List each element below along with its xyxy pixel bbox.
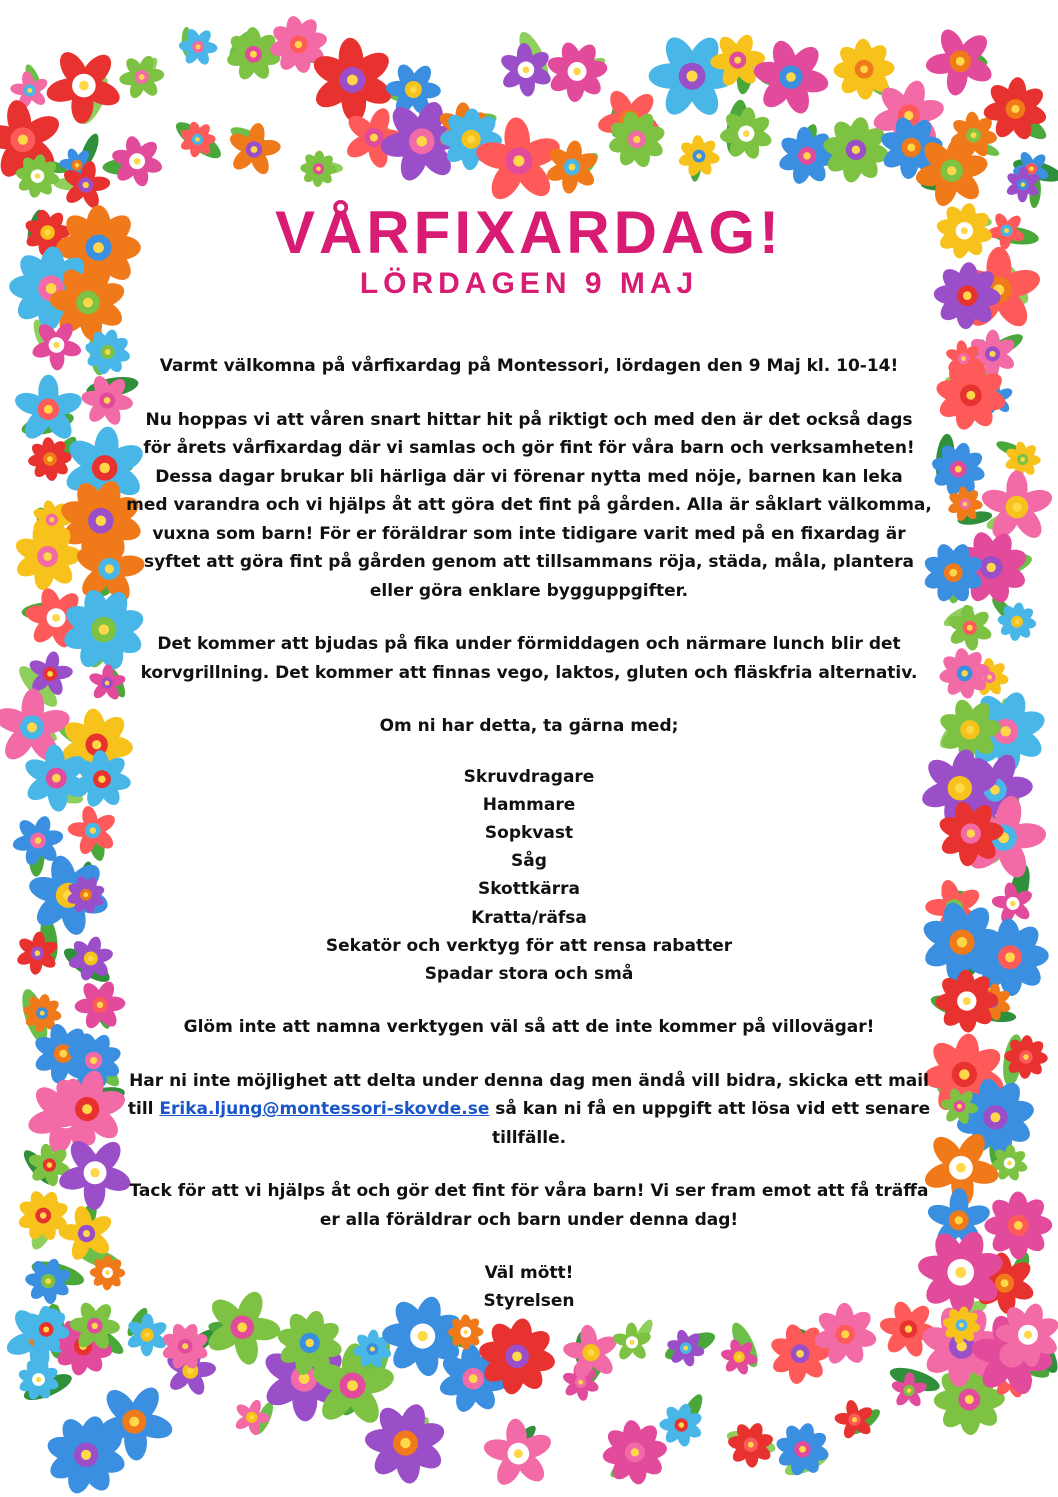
- flower-dot: [83, 182, 89, 188]
- flower-dot: [81, 1450, 91, 1460]
- flower-dot: [852, 146, 860, 154]
- flower-dot: [370, 1347, 375, 1352]
- flower-dot: [955, 1216, 963, 1224]
- flower-dot: [737, 1355, 742, 1360]
- flower-dot: [464, 1330, 468, 1334]
- flower-dot: [47, 671, 53, 677]
- flower-dot: [1001, 1279, 1009, 1287]
- flower-dot: [93, 242, 104, 253]
- flower-dot: [18, 135, 28, 145]
- flower-dot: [40, 1011, 45, 1016]
- flower-dot: [860, 65, 868, 73]
- flower-dot: [961, 356, 966, 361]
- flower-dot: [52, 614, 60, 622]
- flower-dot: [523, 66, 530, 73]
- flower-dot: [46, 283, 57, 294]
- flower-dot: [1020, 457, 1025, 462]
- body-line: vuxna som barn! För er föräldrar som inte tidigare varit med på en fixardag är: [152, 523, 906, 544]
- flower-dot: [105, 681, 110, 686]
- flower-dot: [967, 829, 975, 837]
- body-line: Nu hoppas vi att våren snart hittar hit på riktigt och med den är det också dags: [145, 409, 913, 430]
- flower-dot: [987, 675, 992, 680]
- bring-intro: Om ni har detta, ta gärna med;: [379, 716, 679, 736]
- flower-dot: [96, 515, 107, 526]
- signature-text: Styrelsen: [483, 1291, 575, 1312]
- flower-dot: [44, 405, 53, 414]
- body-paragraph: [125, 406, 933, 606]
- flower-dot: [92, 740, 101, 749]
- flower-dot: [250, 51, 257, 58]
- flower-dot: [748, 1442, 754, 1448]
- flower-dot: [90, 1168, 99, 1177]
- flower-dot: [83, 892, 88, 897]
- flower-dot: [410, 86, 417, 93]
- tool-item: Såg: [511, 851, 547, 872]
- flower-dot: [53, 342, 59, 348]
- flower-dot: [195, 137, 200, 142]
- flower-dot: [971, 132, 977, 138]
- flower-dot: [59, 1050, 67, 1058]
- flower-dot: [1004, 228, 1009, 233]
- flower-dot: [743, 130, 750, 137]
- flower-dot: [187, 1368, 194, 1375]
- flower-dot: [99, 624, 109, 634]
- flower-dot: [469, 1374, 478, 1383]
- flower-dot: [88, 956, 94, 962]
- flower-dot: [83, 298, 93, 308]
- flower-dot: [27, 88, 32, 93]
- flower-dot: [683, 1346, 688, 1351]
- flower-dot: [696, 153, 701, 158]
- flower-dot: [734, 57, 741, 64]
- flower-dot: [1005, 952, 1015, 962]
- flower-dot: [196, 44, 201, 49]
- flower-dot: [905, 1325, 912, 1332]
- contact-suffix: så kan ni få en uppgift att lösa vid ett senare: [489, 1099, 931, 1120]
- flower-dot: [144, 1332, 149, 1337]
- flower-dot: [105, 564, 114, 573]
- flower-dot: [841, 1330, 849, 1338]
- flower-dot: [957, 1104, 962, 1109]
- closing-text: Väl mött!: [484, 1263, 574, 1284]
- body-line: för årets vårfixardag där vi samlas och gör fint för våra barn och verksamheten!: [143, 438, 915, 458]
- flower-dot: [989, 351, 995, 357]
- flower-dot: [803, 152, 810, 159]
- flower-dot: [966, 726, 974, 734]
- flower-dot: [347, 1380, 358, 1391]
- flower-dot: [316, 166, 321, 171]
- flower-dot: [687, 71, 698, 82]
- flower-dot: [49, 517, 54, 522]
- flower-dot: [1012, 502, 1021, 511]
- flower-dot: [47, 1162, 52, 1167]
- contact-line-email: [125, 1095, 933, 1124]
- flower-dot: [955, 783, 965, 793]
- contact-prefix: till: [127, 1099, 160, 1120]
- flower-dot: [967, 625, 973, 631]
- thanks-line: Tack för att vi hjälps åt och gör det fint för våra barn! Vi ser fram emot att få träffa: [129, 1181, 929, 1202]
- flower-dot: [27, 722, 37, 732]
- flower-dot: [1029, 166, 1034, 171]
- contact-line: Har ni inte möjlighet att delta under denna dag men ändå vill bidra, skicka ett mail: [129, 1070, 929, 1091]
- flower-dot: [35, 173, 41, 179]
- flower-dot: [963, 997, 971, 1005]
- flower-dot: [418, 1331, 428, 1341]
- reminder-text: Glöm inte att namna verktygen väl så att de inte kommer på villovägar!: [183, 1017, 875, 1038]
- flower-dot: [45, 230, 51, 236]
- food-line: Det kommer att bjudas på fika under förmiddagen och närmare lunch blir det: [157, 634, 901, 654]
- flower-dot: [400, 1438, 410, 1448]
- flower-dot: [79, 81, 89, 91]
- flower-dot: [237, 1322, 247, 1332]
- thanks-line: er alla föräldrar och barn under denna dag!: [319, 1209, 739, 1230]
- flower-dot: [182, 1343, 188, 1349]
- flower-dot: [966, 391, 975, 400]
- flower-dot: [1014, 1221, 1023, 1230]
- thanks-paragraph: [125, 1177, 933, 1234]
- tool-list: [125, 763, 933, 989]
- flower-dot: [35, 950, 40, 955]
- flower-dot: [417, 136, 428, 147]
- flower-dot: [47, 456, 53, 462]
- flower-dot: [134, 158, 141, 165]
- flower-dot: [36, 1377, 41, 1382]
- tool-item: Sopkvast: [484, 822, 574, 843]
- flower-dot: [97, 1002, 103, 1008]
- tool-item: Skottkärra: [477, 879, 581, 900]
- flower-dot: [99, 463, 110, 474]
- flower-dot: [512, 1351, 522, 1361]
- flower-dot: [956, 1163, 966, 1173]
- flower-dot: [52, 774, 61, 783]
- flower-dot: [796, 1350, 804, 1358]
- flower-dot: [249, 1415, 254, 1420]
- flower-dot: [45, 1278, 51, 1284]
- flower-dot: [852, 1417, 857, 1422]
- flower-dot: [959, 1069, 969, 1079]
- flower-dot: [1014, 619, 1019, 624]
- flower-dot: [514, 1449, 523, 1458]
- flower-dot: [799, 1446, 806, 1453]
- flower-dot: [75, 163, 79, 167]
- flower-dot: [959, 1323, 964, 1328]
- flower-dot: [1021, 182, 1026, 187]
- flower-dot: [569, 164, 576, 171]
- body-line: Dessa dagar brukar bli härliga där vi förenar nytta med nöje, barnen kan leka: [155, 466, 903, 487]
- flower-dot: [961, 670, 967, 676]
- tool-item: Skruvdragare: [463, 766, 595, 787]
- food-paragraph: [125, 630, 933, 687]
- food-line: korvgrillning. Det kommer att finnas vego, laktos, gluten och fläskfria alternativ.: [140, 662, 918, 683]
- flower-dot: [578, 1380, 583, 1385]
- flower-dot: [513, 155, 524, 166]
- flower-dot: [105, 1270, 109, 1274]
- flower-dot: [40, 1212, 47, 1219]
- flower-dot: [92, 1323, 98, 1329]
- flower-dot: [631, 1448, 639, 1456]
- flower-dot: [295, 41, 302, 48]
- flyer-content: [125, 190, 933, 1315]
- body-line: eller göra enklare bygguppgifter.: [369, 580, 689, 601]
- flower-dot: [43, 1326, 49, 1332]
- tool-item: Spadar stora och små: [424, 963, 634, 984]
- intro-text: Varmt välkomna på vårfixardag på Montessori, lördagen den 9 Maj kl. 10-14!: [159, 356, 899, 376]
- flower-dot: [961, 227, 968, 234]
- flower-dot: [1023, 1054, 1029, 1060]
- flower-dot: [306, 1339, 314, 1347]
- flower-dot: [104, 397, 111, 404]
- flower-dot: [679, 1422, 685, 1428]
- flower-dot: [633, 136, 640, 143]
- flower-dot: [90, 1057, 97, 1064]
- flower-dot: [629, 1340, 634, 1345]
- flower-dot: [90, 827, 96, 833]
- flower-dot: [251, 146, 258, 153]
- flower-dot: [1001, 726, 1011, 736]
- flower-dot: [43, 552, 52, 561]
- flower-dot: [129, 1417, 139, 1427]
- body-line: med varandra och vi hjälps åt att göra det fint på gården. Alla är såklart välkomma,: [126, 495, 932, 515]
- flower-dot: [1024, 1331, 1032, 1339]
- flower-dot: [370, 134, 378, 142]
- tool-item: Kratta/räfsa: [471, 907, 587, 928]
- flyer-date: LÖRDAGEN 9 MAJ: [359, 267, 699, 300]
- flower-dot: [98, 776, 105, 783]
- flower-dot: [139, 74, 145, 80]
- flower-dot: [963, 291, 972, 300]
- flower-dot: [907, 144, 915, 152]
- flower-dot: [786, 72, 796, 82]
- flower-dot: [963, 502, 967, 506]
- flower-dot: [1007, 1161, 1012, 1166]
- flower-dot: [588, 1349, 595, 1356]
- contact-paragraph: [125, 1067, 933, 1153]
- flower-dot: [955, 466, 962, 473]
- flower-dot: [949, 569, 957, 577]
- flower-dot: [105, 349, 111, 355]
- tool-item: Sekatör och verktyg för att rensa rabatter: [325, 935, 733, 956]
- flower-dot: [987, 563, 996, 572]
- flower-dot: [573, 68, 581, 76]
- flower-dot: [947, 166, 956, 175]
- flower-dot: [1010, 901, 1015, 906]
- flower-dot: [83, 1230, 90, 1237]
- flower-dot: [965, 1395, 974, 1404]
- flower-dot: [955, 1267, 966, 1278]
- body-line: syftet att göra fint på gården genom att tillsammans röja, städa, måla, plantera: [143, 552, 915, 572]
- flower-dot: [1011, 105, 1019, 113]
- flower-dot: [347, 75, 358, 86]
- flyer-title: VÅRFIXARDAG!: [275, 199, 783, 266]
- flower-dot: [907, 1388, 912, 1393]
- flower-dot: [957, 937, 967, 947]
- flower-dot: [956, 57, 965, 66]
- flower-dot: [35, 837, 42, 844]
- flower-dot: [467, 135, 475, 143]
- tool-item: Hammare: [482, 794, 576, 815]
- email-link[interactable]: Erika.ljung@montessori-skovde.se: [159, 1099, 490, 1120]
- flower-dot: [990, 1112, 1000, 1122]
- flower-dot: [82, 1104, 92, 1114]
- contact-line: tillfälle.: [491, 1127, 567, 1148]
